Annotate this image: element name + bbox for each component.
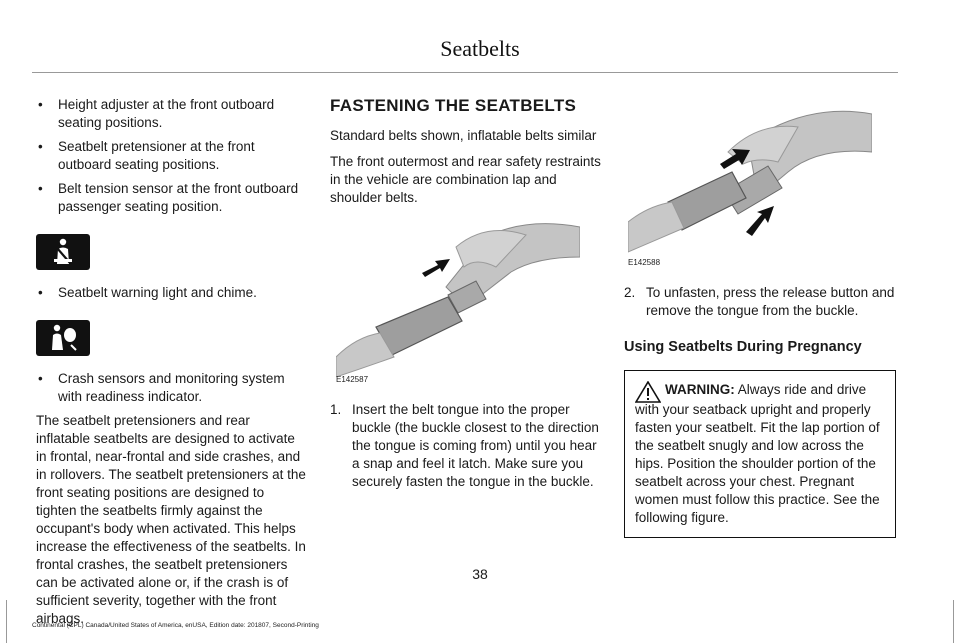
list-item: • Crash sensors and monitoring system with readiness indicator. [38, 371, 285, 404]
figure-label: E142588 [628, 258, 661, 267]
body-paragraph: The seatbelt pretensioners and rear inflatable seatbelts are designed to activate in frontal, near-frontal and side crashes, and in rollovers. The seatbelt pretensioners at the front seating positions are designed to tighten the seatbelts firmly against the occupant's body when activated. This helps increase the effectiveness of the seatbelts. In frontal crashes, the seatbelt pretensioners can be activated alone or, if the crash is of sufficient severity, together with the front airbags. [36, 413, 306, 626]
page-number: 38 [472, 566, 488, 582]
crop-mark [953, 600, 954, 643]
list-item: • Height adjuster at the front outboard seating positions. [38, 97, 275, 130]
warning-icon [635, 381, 665, 401]
list-item: 2. To unfasten, press the release button and remove the tongue from the buckle. [624, 285, 895, 318]
header-divider [32, 72, 898, 73]
warning-box [624, 370, 896, 538]
section-heading: Using Seatbelts During Pregnancy [624, 339, 862, 355]
list-item: • Seatbelt warning light and chime. [38, 285, 257, 300]
body-paragraph: The front outermost and rear safety restraints in the vehicle are combination lap and shoulder belts. [330, 154, 601, 205]
edition-footer: Continental (CPL) Canada/United States of America, enUSA, Edition date: 201807, Second-Printing [32, 622, 319, 629]
section-heading: FASTENING THE SEATBELTS [330, 96, 577, 115]
column-right [624, 96, 896, 538]
buckle-release-illustration [628, 102, 872, 272]
buckle-insert-illustration [336, 217, 580, 389]
warning-text: Always ride and drive with your seatback upright and properly fasten your seatbelt. Fit the lap portion of the seatbelt snugly and low across the hips. Position the shoulder portion of the seatbelt across your chest. Pregnant women must follow this practice. See the following figure. [635, 382, 880, 525]
list-item: • Seatbelt pretensioner at the front outboard seating positions. [38, 139, 255, 172]
warning-label: WARNING: [665, 382, 735, 397]
column-left [36, 96, 306, 628]
column-middle [330, 96, 602, 491]
list-item: 1. Insert the belt tongue into the proper buckle (the buckle closest to the direction the tongue is coming from) until you hear a snap and feel it latch. Make sure you securely fasten the tongue in the buckle. [330, 402, 599, 489]
figure-label: E142587 [336, 375, 369, 384]
seatbelt-warning-icon [36, 234, 90, 270]
crop-mark [6, 600, 7, 643]
body-paragraph: Standard belts shown, inflatable belts similar [330, 128, 597, 143]
airbag-icon [36, 320, 90, 356]
page-title: Seatbelts [440, 36, 520, 61]
list-item: • Belt tension sensor at the front outboard passenger seating position. [38, 181, 299, 214]
